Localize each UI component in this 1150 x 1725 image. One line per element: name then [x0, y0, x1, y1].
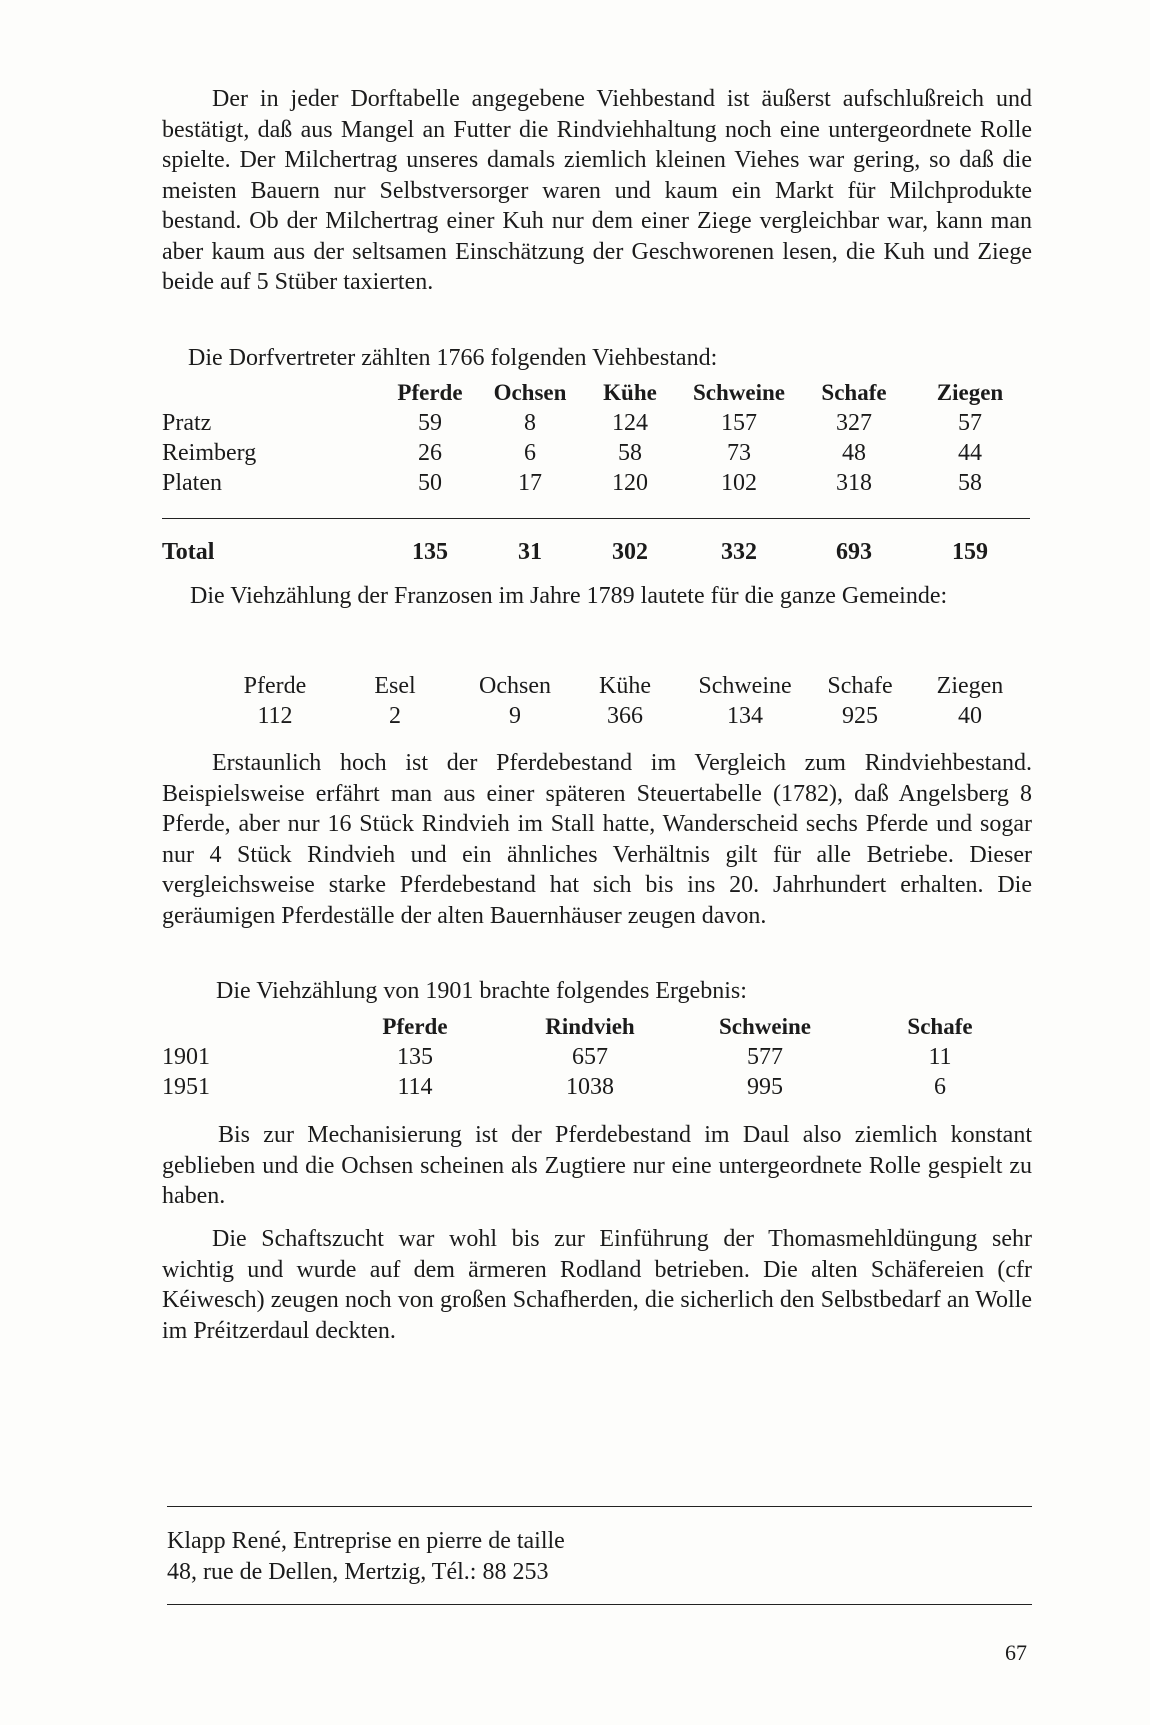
- footer-divider-bottom: [167, 1604, 1032, 1605]
- table-cell: 925: [842, 703, 878, 729]
- footer-advertisement-line1: Klapp René, Entreprise en pierre de taille: [167, 1528, 565, 1554]
- table-cell: 318: [836, 470, 872, 496]
- table-row: [162, 468, 1030, 498]
- total-cell: 332: [721, 539, 757, 565]
- column-header: Schafe: [907, 1014, 973, 1039]
- paragraph-1766-intro: Die Dorfvertreter zählten 1766 folgenden Viehbestand:: [188, 345, 718, 371]
- column-header: Pferde: [382, 1014, 448, 1039]
- table-cell: 995: [747, 1074, 783, 1100]
- column-header: Pferde: [397, 380, 463, 405]
- column-header: Pferde: [243, 673, 307, 699]
- table-cell: 11: [928, 1044, 952, 1070]
- row-label: Reimberg: [162, 440, 257, 466]
- table-cell: 8: [524, 410, 536, 436]
- table-cell: 112: [257, 703, 293, 729]
- page-number: 67: [1005, 1640, 1027, 1665]
- total-cell: 135: [412, 539, 448, 565]
- paragraph-mechanization: Bis zur Mechanisierung ist der Pferdebestand im Daul also ziemlich konstant geblieben und die Ochsen scheinen als Zugtiere nur eine untergeordnete Rolle gespielt zu haben.: [162, 1122, 1032, 1209]
- table-header-row: [220, 671, 1030, 701]
- column-header: Esel: [374, 673, 416, 699]
- table-cell: 57: [958, 410, 982, 436]
- column-header: Ziegen: [936, 380, 1004, 405]
- paragraph-sheep-breeding: Die Schaftszucht war wohl bis zur Einführung der Thomasmehldüngung sehr wichtig und wurde auf dem ärmeren Rodland betrieben. Die alten Schäfereien (cfr Kéiwesch) zeugen noch von großen Schafherden, die sicherlich den Selbstbedarf an Wolle im Préitzerdaul deckten.: [162, 1226, 1032, 1344]
- total-cell: 31: [518, 539, 542, 565]
- total-cell: 693: [836, 539, 872, 565]
- total-label: Total: [162, 539, 215, 565]
- table-cell: 327: [836, 410, 872, 436]
- table-row: [162, 438, 1030, 468]
- table-cell: 577: [747, 1044, 783, 1070]
- table-cell: 102: [721, 470, 757, 496]
- paragraph-1789-intro: Die Viehzählung der Franzosen im Jahre 1789 lautete für die ganze Gemeinde:: [190, 583, 948, 609]
- column-header: Schafe: [827, 673, 893, 699]
- table-cell: 58: [958, 470, 982, 496]
- table-cell: 6: [524, 440, 536, 466]
- table-header-row: [162, 1012, 1030, 1042]
- table-cell: 135: [397, 1044, 433, 1070]
- column-header: Schafe: [821, 380, 887, 405]
- column-header: Schweine: [698, 673, 792, 699]
- table-cell: 157: [721, 410, 757, 436]
- total-row: [162, 537, 1030, 567]
- column-header: Ochsen: [479, 673, 551, 699]
- footer-advertisement-line2: 48, rue de Dellen, Mertzig, Tél.: 88 253: [167, 1559, 549, 1585]
- table-row: [162, 1042, 1030, 1072]
- column-header: Kühe: [599, 673, 651, 699]
- row-label: Platen: [162, 470, 222, 496]
- table-row: [220, 701, 1030, 731]
- paragraph-1901-intro: Die Viehzählung von 1901 brachte folgendes Ergebnis:: [216, 978, 747, 1004]
- table-cell: 59: [418, 410, 442, 436]
- table-livestock-1789: [220, 671, 1030, 731]
- column-header: Rindvieh: [545, 1014, 635, 1039]
- table-cell: 657: [572, 1044, 608, 1070]
- paragraph-livestock-intro: Der in jeder Dorftabelle angegebene Viehbestand ist äußerst aufschlußreich und bestätigt, daß aus Mangel an Futter die Rindviehhaltung noch eine untergeordnete Rolle spielte. Der Milchertrag unseres damals ziemlich kleinen Viehes war gering, so daß die meisten Bauern nur Selbstversorger waren und kaum ein Markt für Milchprodukte bestand. Ob der Milchertrag einer Kuh nur dem einer Ziege vergleichbar war, kann man aber kaum aus der seltsamen Einschätzung der Geschworenen lesen, die Kuh und Ziege beide auf 5 Stüber taxierten.: [162, 86, 1032, 295]
- table-cell: 6: [934, 1074, 946, 1100]
- footer-divider-top: [167, 1506, 1032, 1507]
- table-cell: 73: [727, 440, 751, 466]
- table-cell: 114: [397, 1074, 433, 1100]
- table-cell: 58: [618, 440, 642, 466]
- table-livestock-1901: [162, 1012, 1030, 1102]
- table-cell: 124: [612, 410, 648, 436]
- table-divider: [162, 518, 1030, 519]
- column-header: Kühe: [603, 380, 657, 405]
- table-cell: 50: [418, 470, 442, 496]
- table-cell: 120: [612, 470, 648, 496]
- paragraph-horse-stock: Erstaunlich hoch ist der Pferdebestand im Vergleich zum Rindviehbestand. Beispielsweise erfährt man aus einer späteren Steuertabelle (1782), daß Angelsberg 8 Pferde, aber nur 16 Stück Rindvieh im Stall hatte, Wanderscheid sechs Pferde und sogar nur 4 Stück Rindvieh und ein ähnliches Verhältnis gilt für alle Betriebe. Dieser vergleichsweise starke Pferdebestand hat sich bis ins 20. Jahrhundert erhalten. Die geräumigen Pferdeställe der alten Bauernhäuser zeugen davon.: [162, 750, 1032, 929]
- table-cell: 17: [518, 470, 542, 496]
- table-cell: 1038: [566, 1074, 614, 1100]
- table-cell: 134: [727, 703, 763, 729]
- table-cell: 366: [607, 703, 643, 729]
- table-cell: 44: [958, 440, 982, 466]
- row-label: 1901: [162, 1044, 210, 1070]
- table-header-row: [162, 378, 1030, 408]
- table-total-row: [162, 537, 1030, 567]
- table-cell: 9: [509, 703, 521, 729]
- table-livestock-1766: [162, 378, 1030, 498]
- table-cell: 48: [842, 440, 866, 466]
- column-header: Schweine: [719, 1014, 811, 1039]
- table-cell: 2: [389, 703, 401, 729]
- row-label: Pratz: [162, 410, 212, 436]
- row-label: 1951: [162, 1074, 210, 1100]
- table-row: [162, 1072, 1030, 1102]
- table-row: [162, 408, 1030, 438]
- table-cell: 26: [418, 440, 442, 466]
- column-header: Ziegen: [936, 673, 1004, 699]
- column-header: Ochsen: [493, 380, 567, 405]
- column-header: Schweine: [693, 380, 785, 405]
- table-cell: 40: [958, 703, 982, 729]
- total-cell: 159: [952, 539, 988, 565]
- total-cell: 302: [612, 539, 648, 565]
